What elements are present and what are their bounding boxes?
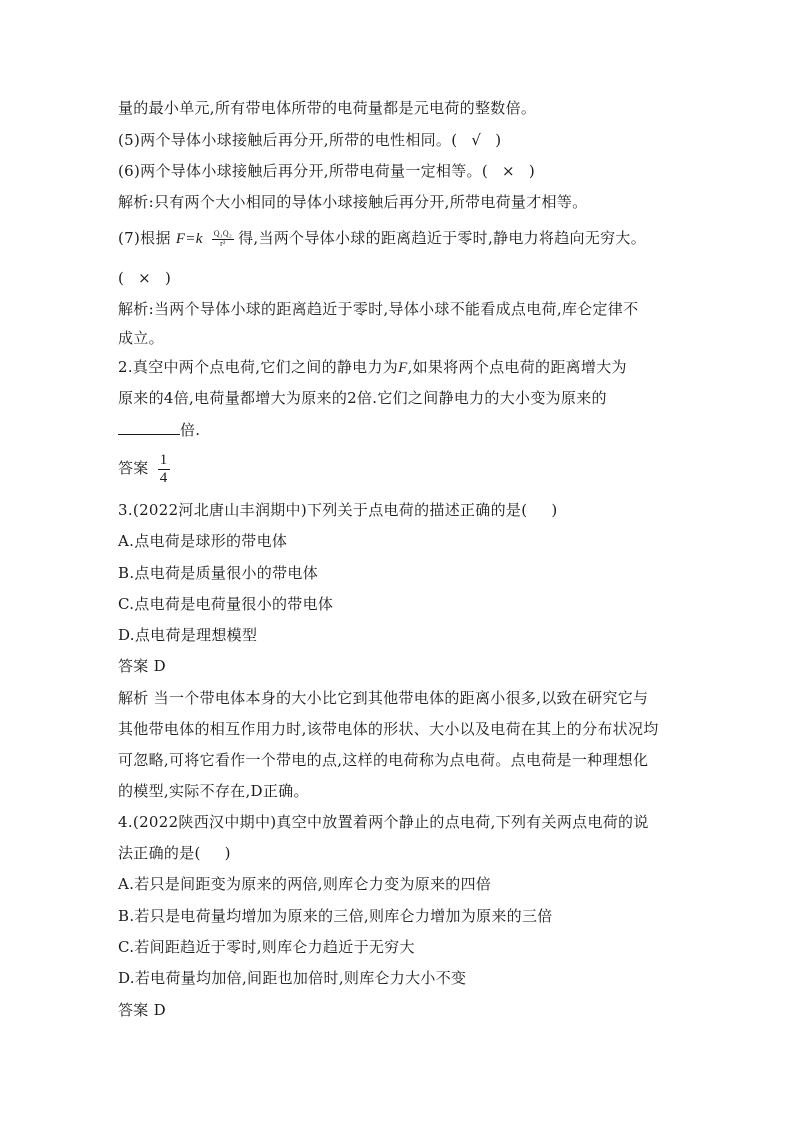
option-d: D.若电荷量均加倍,间距也加倍时,则库仑力大小不变 bbox=[118, 969, 467, 987]
question-text: 法正确的是( bbox=[118, 844, 201, 862]
option-a: A.点电荷是球形的带电体 bbox=[118, 532, 288, 550]
statement-6 bbox=[118, 161, 535, 181]
fraction-denominator: 4 bbox=[159, 470, 168, 486]
variable-F: F bbox=[398, 360, 408, 376]
explanation-line: 的模型,实际不存在,D正确。 bbox=[118, 782, 309, 800]
question-text: 3.(2022河北唐山丰润期中)下列关于点电荷的描述正确的是( bbox=[118, 501, 528, 519]
paren-close: ) bbox=[224, 844, 231, 862]
explanation-line: 解析:当两个导体小球的距离趋近于零时,导体小球不能看成点电荷,库仑定律不 bbox=[118, 300, 639, 318]
explanation-line: 其他带电体的相互作用力时,该带电体的形状、大小以及电荷在其上的分布状况均 bbox=[118, 720, 659, 738]
statement-5 bbox=[118, 130, 501, 150]
statement-text: (7)根据 bbox=[118, 229, 171, 247]
statement-text: 得,当两个导体小球的距离趋近于零时,静电力将趋向无穷大。 bbox=[238, 229, 647, 247]
fraction-numerator: Q₁Q₂ bbox=[213, 228, 233, 238]
cross-mark: × bbox=[501, 162, 515, 180]
answer-blank bbox=[118, 420, 180, 435]
explanation-line: 解析 当一个带电体本身的大小比它到其他带电体的距离小很多,以致在研究它与 bbox=[118, 689, 649, 707]
option-c: C.若间距趋近于零时,则库仑力趋近于无穷大 bbox=[118, 938, 415, 956]
question-2 bbox=[118, 357, 627, 378]
question-3 bbox=[118, 500, 558, 520]
fraction-denominator: r² bbox=[220, 238, 226, 248]
question-2-line3 bbox=[118, 420, 200, 440]
question-4: 4.(2022陕西汉中期中)真空中放置着两个静止的点电荷,下列有关两点电荷的说 bbox=[118, 813, 649, 831]
option-c: C.点电荷是电荷量很小的带电体 bbox=[118, 595, 334, 613]
explanation-line: 成立。 bbox=[118, 329, 164, 347]
question-text: ,如果将两个点电荷的距离增大为 bbox=[407, 358, 627, 376]
statement-text: (6)两个导体小球接触后再分开,所带电荷量一定相等。( bbox=[118, 162, 488, 180]
question-text: 倍. bbox=[180, 421, 201, 439]
check-mark: √ bbox=[471, 131, 482, 149]
explanation-line: 解析:只有两个大小相同的导体小球接触后再分开,所带电荷量才相等。 bbox=[118, 193, 588, 211]
option-b: B.点电荷是质量很小的带电体 bbox=[118, 564, 318, 582]
text-line: 量的最小单元,所有带电体所带的电荷量都是元电荷的整数倍。 bbox=[118, 99, 537, 117]
answer-fraction bbox=[158, 452, 170, 487]
paren-close: ) bbox=[528, 162, 536, 180]
option-a: A.若只是间距变为原来的两倍,则库仑力变为原来的四倍 bbox=[118, 875, 492, 893]
answer-label: 答案 bbox=[118, 459, 149, 477]
formula-fraction bbox=[212, 230, 234, 249]
answer-2 bbox=[118, 450, 174, 487]
statement-text: (5)两个导体小球接触后再分开,所带的电性相同。( bbox=[118, 131, 458, 149]
question-2-line2: 原来的4倍,电荷量都增大为原来的2倍.它们之间静电力的大小变为原来的 bbox=[118, 389, 607, 407]
explanation-line: 可忽略,可将它看作一个带电的点,这样的电荷称为点电荷。点电荷是一种理想化 bbox=[118, 751, 649, 769]
question-text: 2.真空中两个点电荷,它们之间的静电力为 bbox=[118, 358, 399, 376]
answer-paren bbox=[118, 268, 171, 288]
paren-close: ) bbox=[495, 131, 502, 149]
paren-close: ) bbox=[165, 269, 172, 287]
answer-4: 答案 D bbox=[118, 1001, 166, 1019]
fraction-numerator: 1 bbox=[158, 452, 170, 471]
option-b: B.若只是电荷量均增加为原来的三倍,则库仑力增加为原来的三倍 bbox=[118, 907, 553, 925]
answer-3: 答案 D bbox=[118, 657, 166, 675]
question-4-line2 bbox=[118, 843, 231, 863]
paren-open: ( bbox=[118, 269, 125, 287]
statement-7 bbox=[118, 228, 646, 249]
option-d: D.点电荷是理想模型 bbox=[118, 626, 258, 644]
cross-mark: × bbox=[138, 269, 152, 287]
formula-lhs: F=k bbox=[175, 231, 203, 247]
paren-close: ) bbox=[551, 501, 558, 519]
